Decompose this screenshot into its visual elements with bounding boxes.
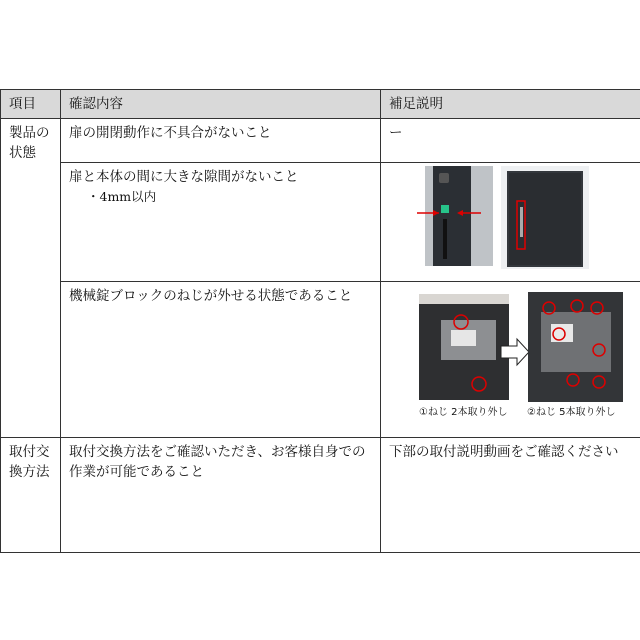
door-gap-photo	[381, 163, 640, 275]
table-row	[1, 119, 640, 163]
content-install-method: 取付交換方法をご確認いただき、お客様自身での作業が可能であること	[61, 438, 381, 553]
gap-photos	[381, 163, 640, 282]
table-row	[1, 163, 640, 282]
table-row	[1, 438, 640, 553]
header-note: 補足説明	[381, 90, 640, 119]
table-row	[1, 282, 640, 438]
content-lock-screws: 機械錠ブロックのねじが外せる状態であること	[61, 282, 381, 438]
header-item: 項目	[1, 90, 61, 119]
gap-text: 扉と本体の間に大きな隙間がないこと	[69, 169, 299, 185]
screw-photos	[381, 282, 640, 438]
checklist-table	[0, 89, 640, 553]
content-door-operation: 扉の開閉動作に不具合がないこと	[61, 119, 381, 163]
lock-screw-photo	[381, 282, 640, 431]
content-gap	[61, 163, 381, 282]
header-row	[1, 90, 640, 119]
header-content: 確認内容	[61, 90, 381, 119]
note-door-operation: ー	[381, 119, 640, 163]
item-product-condition: 製品の状態	[1, 119, 61, 438]
caption-step1: ①ねじ 2本取り外し	[419, 407, 508, 418]
note-install-method: 下部の取付説明動画をご確認ください	[381, 438, 640, 553]
caption-step2: ②ねじ 5本取り外し	[527, 407, 616, 418]
item-install-method: 取付交換方法	[1, 438, 61, 553]
gap-subtext: ・4mm以内	[87, 189, 157, 204]
